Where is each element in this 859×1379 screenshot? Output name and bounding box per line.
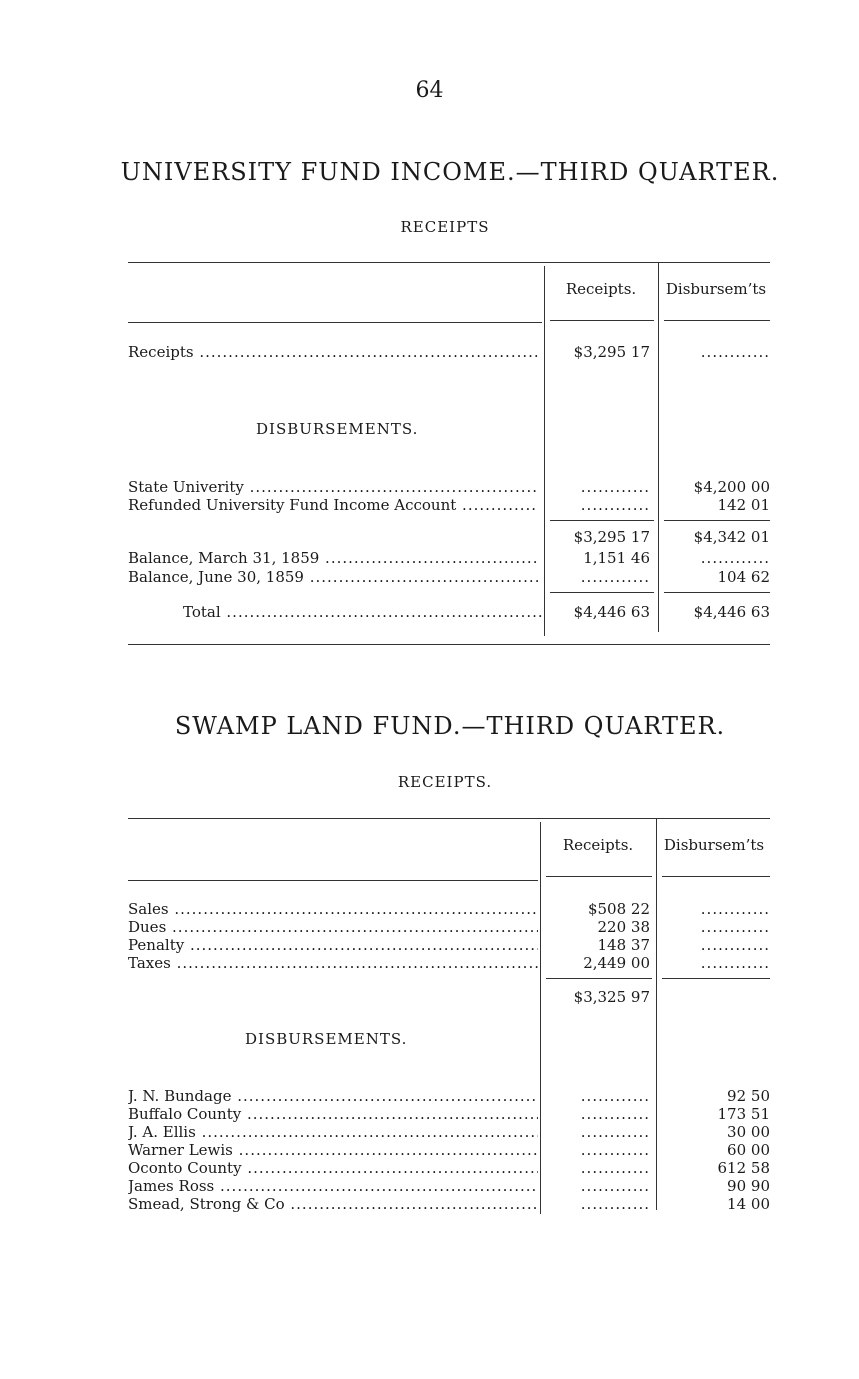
empty-cell	[660, 549, 770, 567]
table-row	[128, 1123, 770, 1141]
swamp-receipts-subheading: RECEIPTS.	[397, 773, 493, 791]
table-row	[128, 568, 770, 586]
empty-cell	[660, 343, 770, 361]
receipts-subtotal: $3,295 17	[573, 528, 650, 546]
table-row	[128, 1141, 770, 1159]
receipts-total-row	[128, 988, 770, 1006]
university-receipts-subheading: RECEIPTS	[400, 218, 490, 236]
empty-cell	[548, 496, 650, 514]
receipts-total: $3,325 97	[573, 988, 650, 1006]
row-label: Sales	[128, 900, 169, 918]
disbursements-heading: DISBURSEMENTS.	[245, 1030, 408, 1048]
row-label: State Univerity	[128, 478, 244, 496]
disbursement-value: 142 01	[717, 496, 770, 514]
table-row	[128, 1087, 770, 1105]
receipts-value: 2,449 00	[583, 954, 650, 972]
receipts-label: Receipts .....	[128, 343, 538, 361]
university-fund-table	[128, 262, 770, 647]
table-row	[128, 1177, 770, 1195]
empty-cell	[548, 1141, 650, 1159]
balance-value: 104 62	[717, 568, 770, 586]
disbursement-value: 60 00	[727, 1141, 770, 1159]
disbursement-value: 30 00	[727, 1123, 770, 1141]
empty-cell	[548, 478, 650, 496]
receipts-total: $4,446 63	[573, 603, 650, 621]
empty-cell	[548, 1105, 650, 1123]
col-header-receipts: Receipts.	[562, 836, 634, 854]
total-row	[128, 603, 770, 621]
table-row	[128, 549, 770, 567]
row-label: Balance, June 30, 1859	[128, 568, 304, 586]
col-header-disbursements: Disbursem’ts	[665, 280, 767, 298]
swamp-land-fund-title: SWAMP LAND FUND.—THIRD QUARTER.	[174, 712, 726, 740]
empty-cell	[660, 936, 770, 954]
subtotal-row	[128, 528, 770, 546]
receipts-value: $3,295 17	[573, 343, 650, 361]
balance-value: 1,151 46	[583, 549, 650, 567]
receipts-value: 148 37	[597, 936, 650, 954]
table-row	[128, 1195, 770, 1213]
empty-cell	[548, 568, 650, 586]
disbursements-total: $4,446 63	[693, 603, 770, 621]
empty-cell	[548, 1123, 650, 1141]
row-label: Taxes	[128, 954, 171, 972]
receipts-value: 220 38	[597, 918, 650, 936]
col-header-disbursements: Disbursem’ts	[663, 836, 765, 854]
empty-cell	[660, 900, 770, 918]
disbursement-value: 92 50	[727, 1087, 770, 1105]
total-label: Total	[183, 603, 221, 621]
table-row	[128, 900, 770, 918]
row-label: Penalty	[128, 936, 185, 954]
disbursement-value: 90 90	[727, 1177, 770, 1195]
row-label: J. N. Bundage	[128, 1087, 232, 1105]
row-label: Warner Lewis	[128, 1141, 233, 1159]
row-label: Refunded University Fund Income Account	[128, 496, 457, 514]
disbursements-subtotal: $4,342 01	[693, 528, 770, 546]
table-row	[128, 954, 770, 972]
page-number: 64	[415, 78, 444, 103]
empty-cell	[548, 1087, 650, 1105]
empty-cell	[548, 1159, 650, 1177]
row-label: Buffalo County	[128, 1105, 242, 1123]
row-label: James Ross	[128, 1177, 215, 1195]
table-row	[128, 1105, 770, 1123]
disbursement-value: $4,200 00	[693, 478, 770, 496]
disbursement-value: 173 51	[717, 1105, 770, 1123]
row-label: Oconto County	[128, 1159, 242, 1177]
table-row	[128, 343, 770, 361]
receipts-value: $508 22	[587, 900, 650, 918]
empty-cell	[548, 1177, 650, 1195]
table-row	[128, 478, 770, 496]
table-row	[128, 496, 770, 514]
row-label: Balance, March 31, 1859	[128, 549, 320, 567]
table-row	[128, 936, 770, 954]
table-row	[128, 1159, 770, 1177]
empty-cell	[660, 918, 770, 936]
disbursements-heading: DISBURSEMENTS.	[256, 420, 419, 438]
university-fund-title: UNIVERSITY FUND INCOME.—THIRD QUARTER.	[120, 158, 780, 186]
disbursement-value: 14 00	[727, 1195, 770, 1213]
col-header-receipts: Receipts.	[565, 280, 637, 298]
table-row	[128, 918, 770, 936]
row-label: Dues	[128, 918, 167, 936]
row-label: Smead, Strong & Co	[128, 1195, 285, 1213]
empty-cell	[548, 1195, 650, 1213]
disbursement-value: 612 58	[717, 1159, 770, 1177]
swamp-land-fund-table	[128, 818, 770, 1218]
row-label: J. A. Ellis	[128, 1123, 196, 1141]
empty-cell	[660, 954, 770, 972]
